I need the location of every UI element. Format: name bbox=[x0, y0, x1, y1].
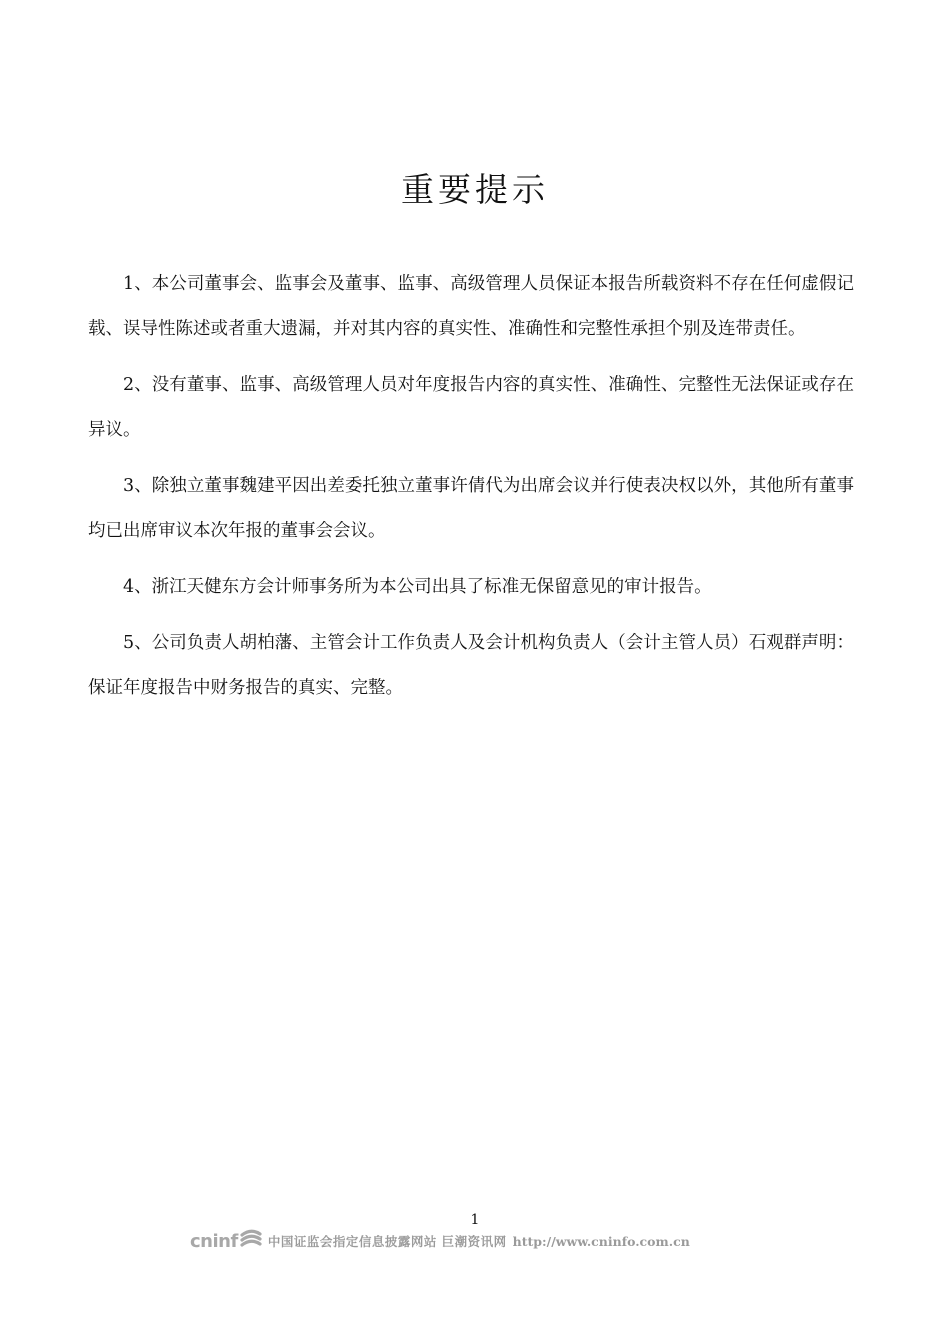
notice-paragraph-4: 4、浙江天健东方会计师事务所为本公司出具了标准无保留意见的审计报告。 bbox=[123, 577, 712, 597]
cninfo-logo-text: cninf bbox=[190, 1230, 238, 1252]
cninfo-swirl-icon bbox=[240, 1229, 262, 1253]
notice-paragraph-5: 5、公司负责人胡柏藩、主管会计工作负责人及会计机构负责人（会计主管人员）石观群声明：保证年度报告中财务报告的真实、完整。 bbox=[88, 633, 854, 698]
document-title: 重要提示 bbox=[401, 170, 549, 209]
notice-paragraph-1: 1、本公司董事会、监事会及董事、监事、高级管理人员保证本报告所载资料不存在任何虚假记载、误导性陈述或者重大遗漏，并对其内容的真实性、准确性和完整性承担个别及连带责任。 bbox=[88, 274, 854, 339]
footer-url-link[interactable]: http://www.cninfo.com.cn bbox=[512, 1233, 690, 1249]
document-body bbox=[88, 262, 854, 722]
footer-banner bbox=[190, 1228, 760, 1254]
page-number: 1 bbox=[470, 1212, 480, 1228]
footer-site-text: 中国证监会指定信息披露网站 巨潮资讯网 bbox=[267, 1234, 507, 1249]
notice-paragraph-3: 3、除独立董事魏建平因出差委托独立董事许倩代为出席会议并行使表决权以外，其他所有董事均已出席审议本次年报的董事会会议。 bbox=[88, 476, 854, 541]
notice-paragraph-2: 2、没有董事、监事、高级管理人员对年度报告内容的真实性、准确性、完整性无法保证或存在异议。 bbox=[88, 375, 854, 440]
